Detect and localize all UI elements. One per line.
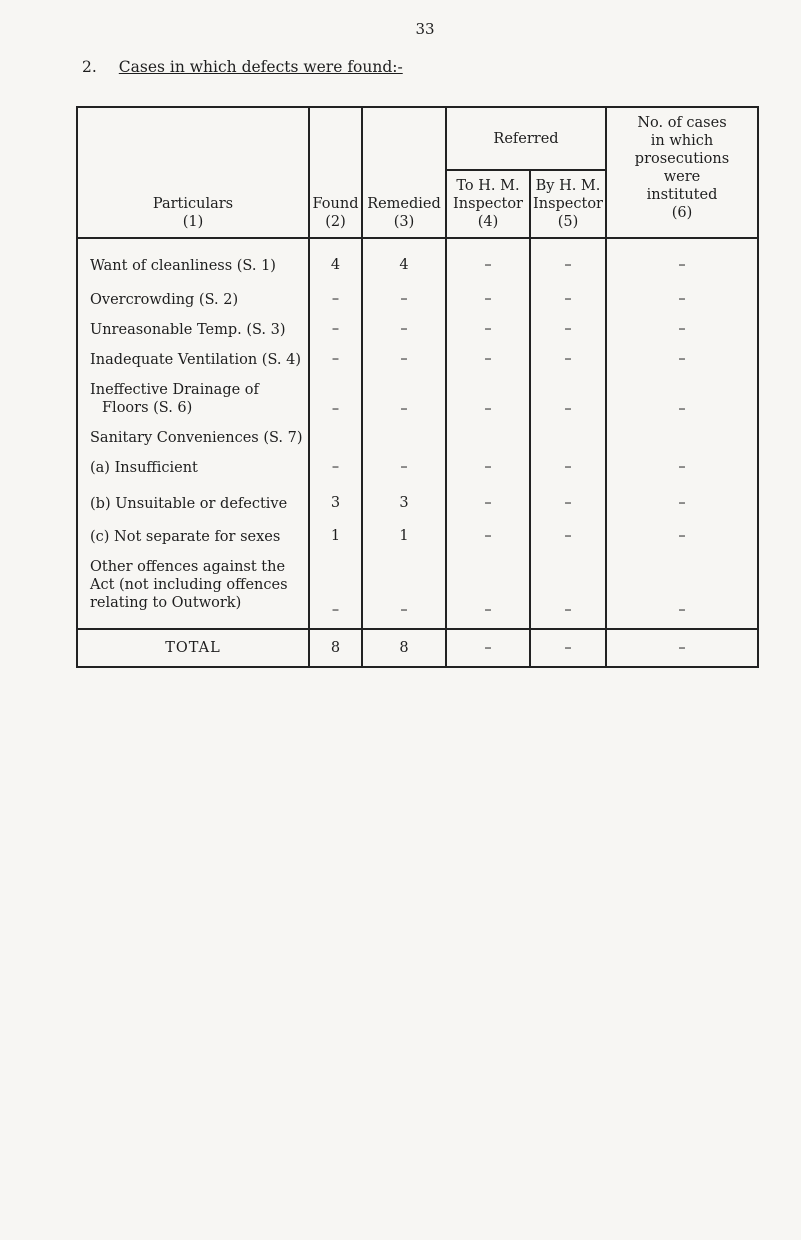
table-row	[77, 558, 758, 629]
cell-found: 1	[309, 528, 362, 558]
header-to-hm-line1: To H. M.	[456, 178, 520, 194]
header-by-hm-line1: By H. M.	[535, 178, 601, 194]
header-found-number: (2)	[325, 214, 346, 230]
row-label-line2: Act (not including offences	[90, 577, 288, 593]
cell-by-hm: –	[530, 558, 606, 629]
header-particulars-label: Particulars	[152, 196, 234, 212]
cell-remedied: 1	[362, 528, 446, 558]
header-to-hm-line2: Inspector	[453, 196, 523, 212]
cell-remedied: 3	[362, 495, 446, 528]
cell-prosecutions: –	[606, 528, 758, 558]
table-row	[77, 291, 758, 321]
cell-prosecutions: –	[606, 321, 758, 351]
header-prosecutions-line1: No. of cases	[637, 115, 727, 131]
cell-by-hm: –	[530, 351, 606, 381]
section-title: Cases in which defects were found:-	[118, 58, 403, 76]
cell-found: –	[309, 381, 362, 429]
row-label: Sanitary Conveniences (S. 7)	[77, 429, 309, 459]
table-row	[77, 351, 758, 381]
cell-found: –	[309, 351, 362, 381]
defects-table	[76, 106, 759, 668]
cell-prosecutions: –	[606, 381, 758, 429]
table-row	[77, 459, 758, 495]
header-particulars	[77, 107, 309, 238]
row-label: Inadequate Ventilation (S. 4)	[77, 351, 309, 381]
header-by-hm-line2: Inspector	[533, 196, 603, 212]
cell-remedied: –	[362, 558, 446, 629]
table-row	[77, 495, 758, 528]
cell-to-hm: –	[446, 558, 530, 629]
cell-by-hm: –	[530, 459, 606, 495]
cell-to-hm: –	[446, 351, 530, 381]
table-row	[77, 528, 758, 558]
section-number: 2.	[82, 58, 97, 76]
row-label: (b) Unsuitable or defective	[77, 495, 309, 528]
cell-remedied: –	[362, 381, 446, 429]
header-prosecutions-number: (6)	[671, 205, 693, 221]
row-label	[77, 381, 309, 429]
total-to-hm: –	[446, 629, 530, 667]
cell-prosecutions: –	[606, 291, 758, 321]
row-label-line2: Floors (S. 6)	[102, 400, 193, 416]
cell-prosecutions: –	[606, 459, 758, 495]
header-by-hm-number: (5)	[557, 214, 579, 230]
cell-prosecutions: –	[606, 351, 758, 381]
cell-by-hm: –	[530, 257, 606, 291]
cell-remedied: –	[362, 351, 446, 381]
cell-found: –	[309, 321, 362, 351]
header-remedied-label: Remedied	[367, 196, 441, 212]
header-remedied	[362, 107, 446, 238]
cell-to-hm: –	[446, 528, 530, 558]
cell-by-hm: –	[530, 291, 606, 321]
total-found: 8	[309, 629, 362, 667]
header-prosecutions-line3: prosecutions	[634, 151, 730, 167]
cell-to-hm: –	[446, 459, 530, 495]
header-referred-label: Referred	[493, 130, 559, 147]
total-prosecutions: –	[606, 629, 758, 667]
cell-found: 3	[309, 495, 362, 528]
table-row	[77, 429, 758, 459]
row-label: (a) Insufficient	[77, 459, 309, 495]
cell-remedied: –	[362, 459, 446, 495]
row-label	[77, 558, 309, 629]
header-by-hm-inspector	[530, 170, 606, 238]
cell-remedied: 4	[362, 257, 446, 291]
header-referred	[446, 107, 606, 170]
cell-to-hm: –	[446, 495, 530, 528]
total-by-hm: –	[530, 629, 606, 667]
header-to-hm-inspector	[446, 170, 530, 238]
header-found-label: Found	[312, 196, 359, 212]
header-to-hm-number: (4)	[477, 214, 499, 230]
total-label: TOTAL	[77, 629, 309, 667]
row-label-line1: Other offences against the	[90, 559, 286, 575]
cell-by-hm: –	[530, 321, 606, 351]
cell-by-hm: –	[530, 495, 606, 528]
header-found	[309, 107, 362, 238]
section-heading	[82, 58, 403, 76]
cell-found: 4	[309, 257, 362, 291]
header-particulars-number: (1)	[182, 214, 204, 230]
header-prosecutions-line4: were	[663, 169, 701, 185]
cell-to-hm: –	[446, 257, 530, 291]
row-label: Want of cleanliness (S. 1)	[77, 257, 309, 291]
cell-prosecutions: –	[606, 558, 758, 629]
table-row	[77, 381, 758, 429]
row-label: Overcrowding (S. 2)	[77, 291, 309, 321]
total-row	[77, 629, 758, 667]
cell-by-hm: –	[530, 528, 606, 558]
cell-found: –	[309, 558, 362, 629]
cell-remedied: –	[362, 291, 446, 321]
header-prosecutions-line2: in which	[650, 133, 714, 149]
cell-to-hm: –	[446, 381, 530, 429]
cell-prosecutions: –	[606, 257, 758, 291]
cell-prosecutions: –	[606, 495, 758, 528]
row-label-line1: Ineffective Drainage of	[90, 382, 259, 398]
table-row	[77, 257, 758, 291]
header-prosecutions	[606, 107, 758, 238]
header-remedied-number: (3)	[393, 214, 415, 230]
row-label: Unreasonable Temp. (S. 3)	[77, 321, 309, 351]
table-row	[77, 321, 758, 351]
total-remedied: 8	[362, 629, 446, 667]
header-prosecutions-line5: instituted	[646, 187, 718, 203]
cell-found: –	[309, 291, 362, 321]
cell-by-hm: –	[530, 381, 606, 429]
cell-found: –	[309, 459, 362, 495]
row-label-line3: relating to Outwork)	[90, 595, 242, 611]
cell-to-hm: –	[446, 291, 530, 321]
page-number: 33	[415, 20, 435, 38]
row-label: (c) Not separate for sexes	[77, 528, 309, 558]
cell-to-hm: –	[446, 321, 530, 351]
cell-remedied: –	[362, 321, 446, 351]
